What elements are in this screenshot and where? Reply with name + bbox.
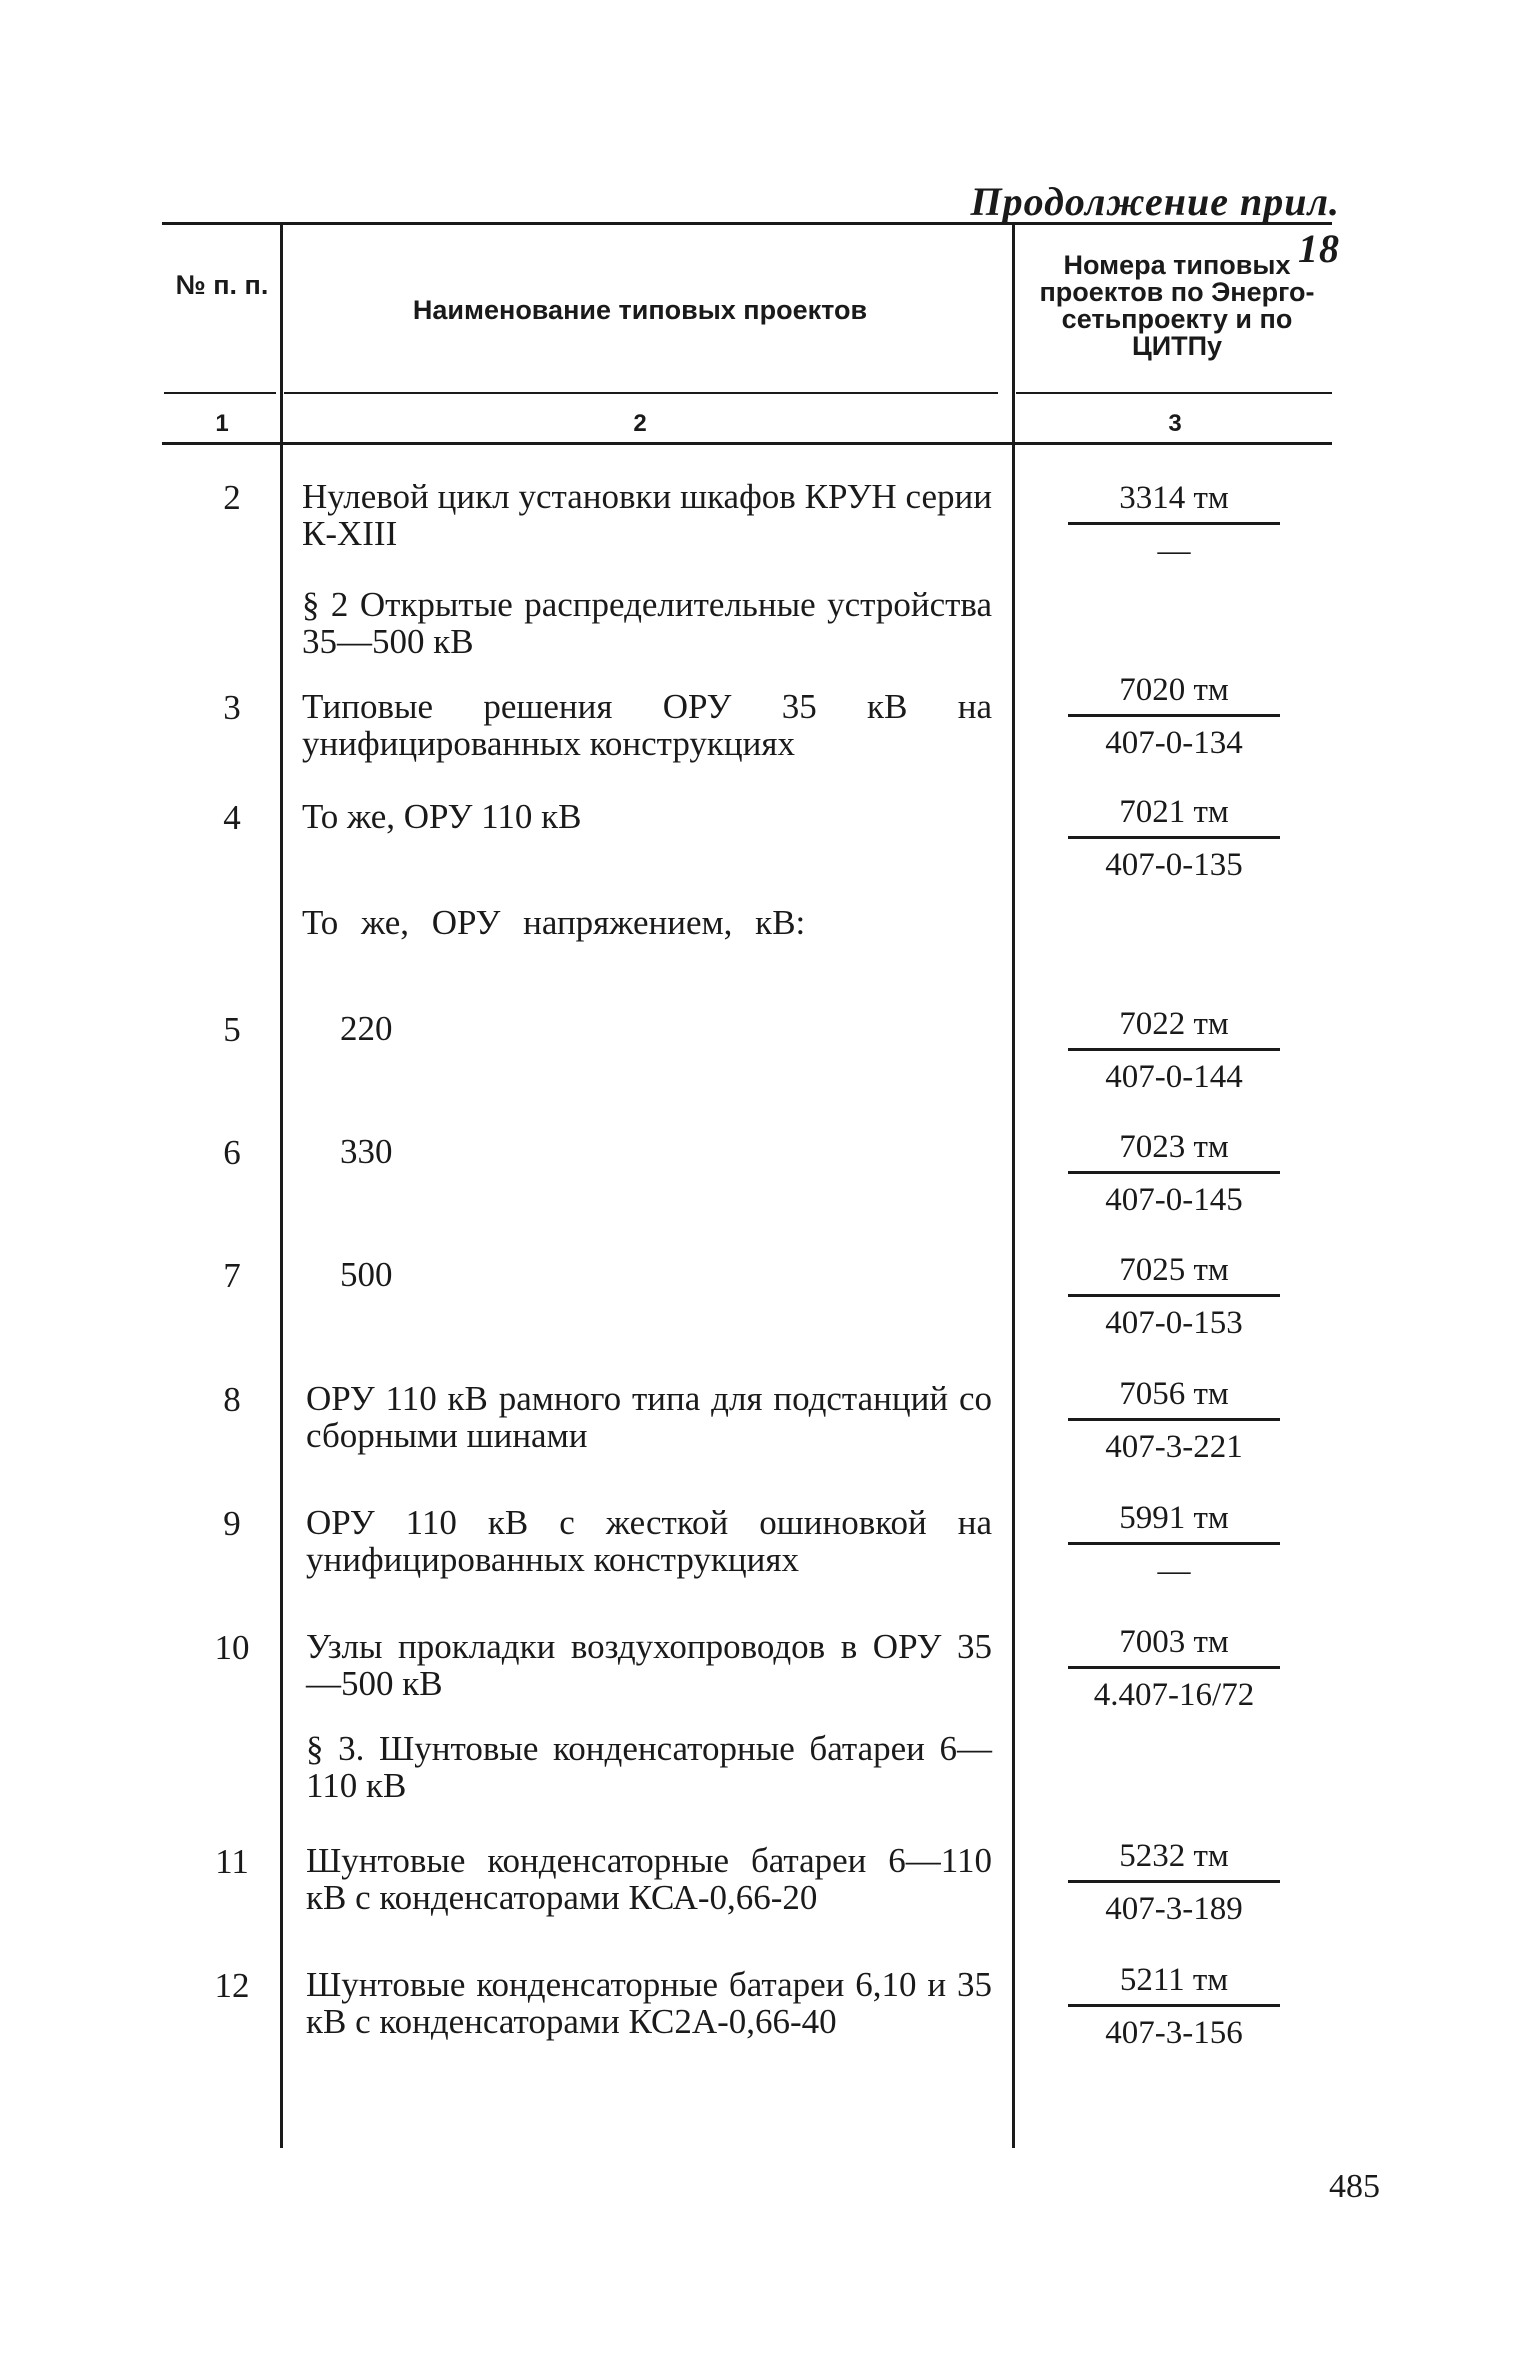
project-code-top: 5232 тм <box>1068 1834 1280 1883</box>
project-code <box>1068 476 1280 573</box>
project-code-bottom: 407-3-221 <box>1105 1429 1243 1465</box>
header-col3 <box>1012 252 1342 360</box>
project-code-top: 5991 тм <box>1068 1496 1280 1545</box>
project-code <box>1068 1620 1280 1717</box>
row-number: 2 <box>223 478 241 517</box>
row-text: 330 <box>340 1132 393 1171</box>
project-code-bottom: 407-3-189 <box>1105 1891 1243 1927</box>
header-col3-line: ЦИТПу <box>1131 331 1223 361</box>
project-code-top: 7021 тм <box>1068 790 1280 839</box>
column-number-2: 2 <box>633 410 647 437</box>
section-heading: § 3. Шунтовые конденсаторные батареи 6—110 кВ <box>306 1729 992 1805</box>
header-col3-line: сетьпроекту и по <box>1061 304 1293 334</box>
row-number: 4 <box>223 798 241 837</box>
row-number: 3 <box>223 688 241 727</box>
page-number: 485 <box>1329 2168 1380 2205</box>
header-col3-line: Номера типовых <box>1063 250 1291 280</box>
row-number: 10 <box>214 1628 250 1667</box>
column-number-rule <box>162 442 1332 445</box>
project-code <box>1068 790 1280 887</box>
header-col1: № п. п. <box>175 270 269 300</box>
row-number: 7 <box>223 1256 241 1295</box>
subheading: То же, ОРУ напряжением, кВ: <box>302 903 806 942</box>
row-text: Шунтовые конденсаторные батареи 6,10 и 35 кВ с конденсаторами КС2А-0,66-40 <box>306 1965 992 2041</box>
row-text: Шунтовые конденсаторные батареи 6—110 кВ с конденсаторами КСА-0,66-20 <box>306 1841 992 1917</box>
continuation-title: Продолжение прил. 18 <box>970 179 1340 271</box>
column-divider-2 <box>1012 224 1015 2148</box>
row-text: 220 <box>340 1009 393 1048</box>
row-text: Типовые решения ОРУ 35 кВ на унифицированных конструкциях <box>302 687 992 763</box>
column-number-1: 1 <box>215 410 229 437</box>
project-code-bottom: 407-0-134 <box>1105 725 1243 761</box>
project-code-top: 7025 тм <box>1068 1248 1280 1297</box>
project-code-bottom: — <box>1157 1553 1191 1589</box>
row-number: 11 <box>215 1842 249 1881</box>
project-code-bottom: 407-0-144 <box>1105 1059 1243 1095</box>
row-text: Нулевой цикл установки шкафов КРУН серии К-XIII <box>302 477 992 553</box>
project-code <box>1068 1958 1280 2055</box>
header-col3-line: проектов по Энерго- <box>1039 277 1315 307</box>
project-code <box>1068 668 1280 765</box>
project-code <box>1068 1372 1280 1469</box>
row-number: 9 <box>223 1504 241 1543</box>
project-code-bottom: 407-0-135 <box>1105 847 1243 883</box>
row-number: 5 <box>223 1010 241 1049</box>
project-code-bottom: — <box>1157 533 1191 569</box>
project-code <box>1068 1496 1280 1593</box>
header-col2: Наименование типовых проектов <box>412 295 868 325</box>
project-code-top: 7022 тм <box>1068 1002 1280 1051</box>
row-text: ОРУ 110 кВ с жесткой ошиновкой на унифицированных конструкциях <box>306 1503 992 1579</box>
project-code <box>1068 1125 1280 1222</box>
project-code <box>1068 1834 1280 1931</box>
project-code-bottom: 407-0-145 <box>1105 1182 1243 1218</box>
row-number: 6 <box>223 1133 241 1172</box>
row-number: 12 <box>214 1966 250 2005</box>
project-code <box>1068 1248 1280 1345</box>
row-number: 8 <box>223 1380 241 1419</box>
project-code-top: 7003 тм <box>1068 1620 1280 1669</box>
project-code-bottom: 4.407-16/72 <box>1093 1677 1255 1713</box>
row-text: То же, ОРУ 110 кВ <box>302 797 582 836</box>
project-code-top: 3314 тм <box>1068 476 1280 525</box>
project-code-top: 7056 тм <box>1068 1372 1280 1421</box>
row-text: 500 <box>340 1255 393 1294</box>
project-code <box>1068 1002 1280 1099</box>
section-heading: § 2 Открытые распределительные устройства 35—500 кВ <box>302 585 992 661</box>
header-rule-col2 <box>284 392 998 394</box>
project-code-bottom: 407-3-156 <box>1105 2015 1243 2051</box>
row-text: Узлы прокладки воздухопроводов в ОРУ 35—500 кВ <box>306 1627 992 1703</box>
project-code-top: 7020 тм <box>1068 668 1280 717</box>
row-text: ОРУ 110 кВ рамного типа для подстанций со сборными шинами <box>306 1379 992 1455</box>
header-rule-col3 <box>1016 392 1332 394</box>
project-code-top: 5211 тм <box>1068 1958 1280 2007</box>
project-code-bottom: 407-0-153 <box>1105 1305 1243 1341</box>
column-number-3: 3 <box>1168 410 1182 437</box>
project-code-top: 7023 тм <box>1068 1125 1280 1174</box>
header-rule-col1 <box>164 392 276 394</box>
table-top-rule <box>162 222 1332 225</box>
